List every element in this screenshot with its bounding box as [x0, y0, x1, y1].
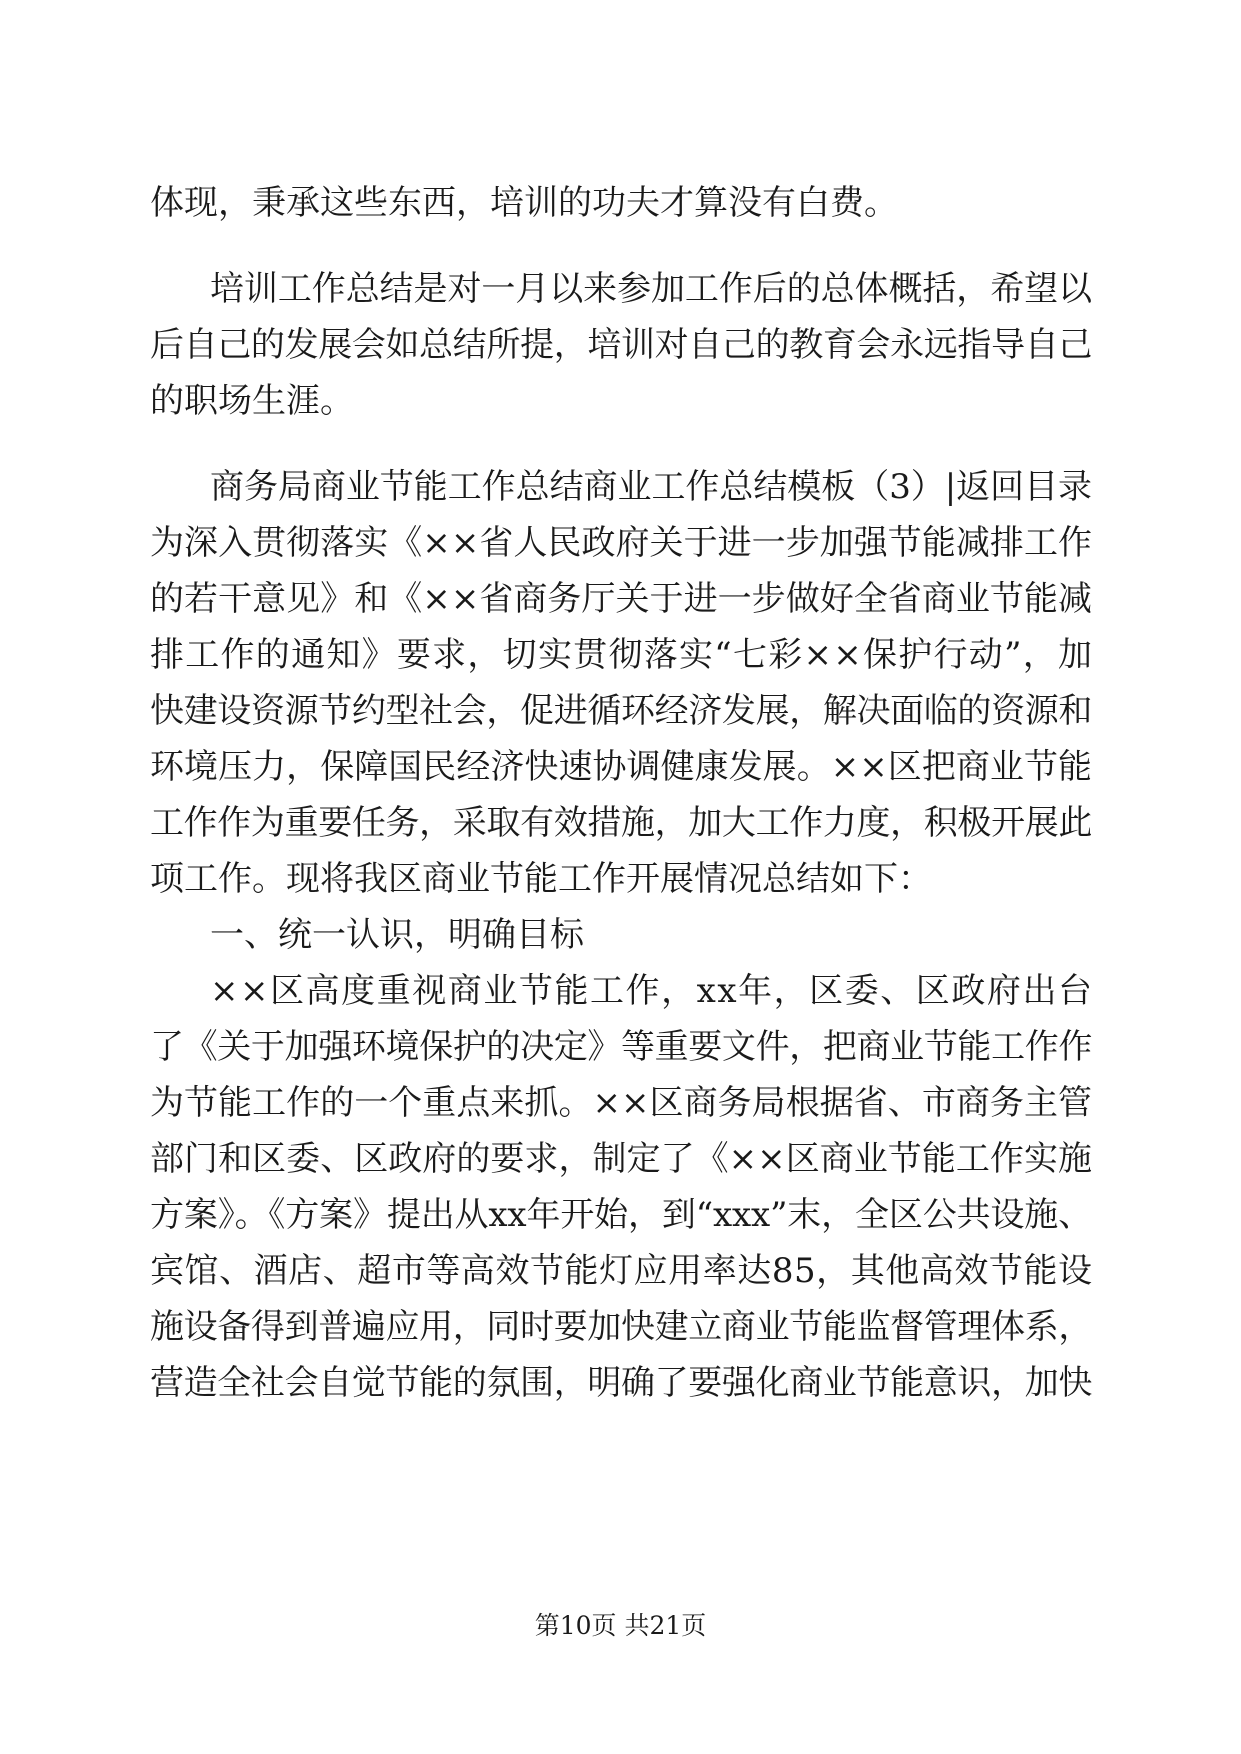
- text-line: [0, 904, 1241, 966]
- line-text: 工作作为重要任务，采取有效措施，加大工作力度，积极开展此: [150, 803, 1092, 843]
- line-text: 营造全社会自觉节能的氛围，明确了要强化商业节能意识，加快: [150, 1363, 1092, 1403]
- page-number-footer: 第10页 共21页: [534, 1611, 707, 1640]
- line-text: 部门和区委、区政府的要求，制定了《××区商业节能工作实施: [150, 1139, 1093, 1179]
- line-text: 为节能工作的一个重点来抓。××区商务局根据省、市商务主管: [150, 1083, 1093, 1123]
- line-text: 方案》。《方案》提出从xx年开始，到“xxx”末，全区公共设施、: [150, 1195, 1092, 1235]
- text-line: [0, 568, 1241, 630]
- line-text: 的若干意见》和《××省商务厅关于进一步做好全省商业节能减: [150, 579, 1093, 619]
- line-text: 项工作。现将我区商业节能工作开展情况总结如下：: [150, 859, 932, 899]
- text-line: [0, 960, 1241, 1022]
- line-text: 环境压力，保障国民经济快速协调健康发展。××区把商业节能: [150, 747, 1093, 787]
- text-line: [0, 456, 1241, 518]
- text-line: [0, 1296, 1241, 1358]
- line-text: 了《关于加强环境保护的决定》等重要文件，把商业节能工作作: [150, 1027, 1092, 1067]
- text-line: [0, 792, 1241, 854]
- text-line: [0, 624, 1241, 686]
- line-text: 的职场生涯。: [150, 381, 354, 421]
- text-line: [0, 1128, 1241, 1190]
- line-text: 快建设资源节约型社会，促进循环经济发展，解决面临的资源和: [150, 691, 1092, 731]
- section-heading: 一、统一认识，明确目标: [210, 915, 584, 955]
- text-line: [0, 314, 1241, 376]
- line-text: 宾馆、酒店、超市等高效节能灯应用率达85，其他高效节能设: [150, 1251, 1093, 1291]
- line-text: 后自己的发展会如总结所提，培训对自己的教育会永远指导自己: [150, 325, 1092, 365]
- text-line: [0, 736, 1241, 798]
- text-line: [0, 1352, 1241, 1414]
- text-line: [0, 1016, 1241, 1078]
- text-line: [0, 172, 1241, 234]
- line-text: 体现，秉承这些东西，培训的功夫才算没有白费。: [150, 183, 898, 223]
- text-line: [0, 680, 1241, 742]
- text-line: [0, 370, 1241, 432]
- line-text: 为深入贯彻落实《××省人民政府关于进一步加强节能减排工作: [150, 523, 1093, 563]
- text-line: [0, 1072, 1241, 1134]
- line-text: 商务局商业节能工作总结商业工作总结模板（3）|返回目录: [210, 467, 1092, 507]
- text-line: [0, 512, 1241, 574]
- text-line: [0, 1240, 1241, 1302]
- text-line: [0, 258, 1241, 320]
- line-text: 排工作的通知》要求，切实贯彻落实“七彩××保护行动”，加: [150, 635, 1094, 675]
- line-text: ××区高度重视商业节能工作，xx年，区委、区政府出台: [210, 971, 1094, 1011]
- line-text: 培训工作总结是对一月以来参加工作后的总体概括，希望以: [210, 269, 1092, 309]
- text-line: [0, 1184, 1241, 1246]
- text-line: [0, 848, 1241, 910]
- line-text: 施设备得到普遍应用，同时要加快建立商业节能监督管理体系，: [150, 1307, 1092, 1347]
